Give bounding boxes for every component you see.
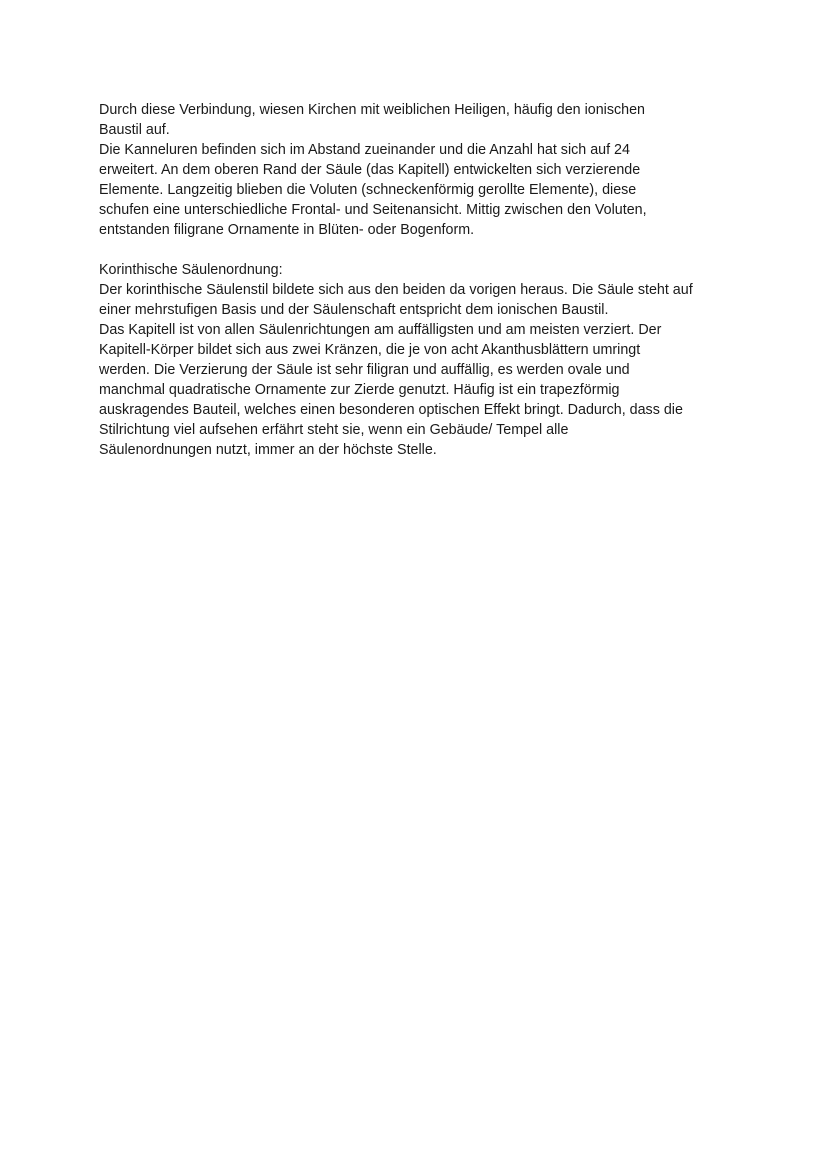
text-line: auskragendes Bauteil, welches einen besonderen optischen Effekt bringt. Dadurch, dass die <box>99 402 683 418</box>
section-heading: Korinthische Säulenordnung: <box>99 262 283 278</box>
text-line: Die Kanneluren befinden sich im Abstand zueinander und die Anzahl hat sich auf 24 <box>99 142 630 158</box>
text-line: Säulenordnungen nutzt, immer an der höchste Stelle. <box>99 442 437 458</box>
text-line: erweitert. An dem oberen Rand der Säule (das Kapitell) entwickelten sich verzierende <box>99 162 641 178</box>
paragraph-gap <box>99 240 739 260</box>
text-line: Kapitell-Körper bildet sich aus zwei Kränzen, die je von acht Akanthusblättern umringt <box>99 342 641 358</box>
text-line: schufen eine unterschiedliche Frontal- und Seitenansicht. Mittig zwischen den Voluten, <box>99 202 647 218</box>
text-line: Durch diese Verbindung, wiesen Kirchen mit weiblichen Heiligen, häufig den ionischen <box>99 102 645 118</box>
text-line: entstanden filigrane Ornamente in Blüten- oder Bogenform. <box>99 222 475 238</box>
text-line: werden. Die Verzierung der Säule ist sehr filigran und auffällig, es werden ovale und <box>99 362 630 378</box>
text-line: Stilrichtung viel aufsehen erfährt steht sie, wenn ein Gebäude/ Tempel alle <box>99 422 569 438</box>
text-line: Der korinthische Säulenstil bildete sich aus den beiden da vorigen heraus. Die Säule steht auf <box>99 282 693 298</box>
text-line: Das Kapitell ist von allen Säulenrichtungen am auffälligsten und am meisten verziert. Der <box>99 322 662 338</box>
text-line: manchmal quadratische Ornamente zur Zierde genutzt. Häufig ist ein trapezförmig <box>99 382 620 398</box>
document-body <box>99 100 739 460</box>
text-line: Elemente. Langzeitig blieben die Voluten (schneckenförmig gerollte Elemente), diese <box>99 182 637 198</box>
text-line: Baustil auf. <box>99 122 170 138</box>
text-line: einer mehrstufigen Basis und der Säulenschaft entspricht dem ionischen Baustil. <box>99 302 609 318</box>
